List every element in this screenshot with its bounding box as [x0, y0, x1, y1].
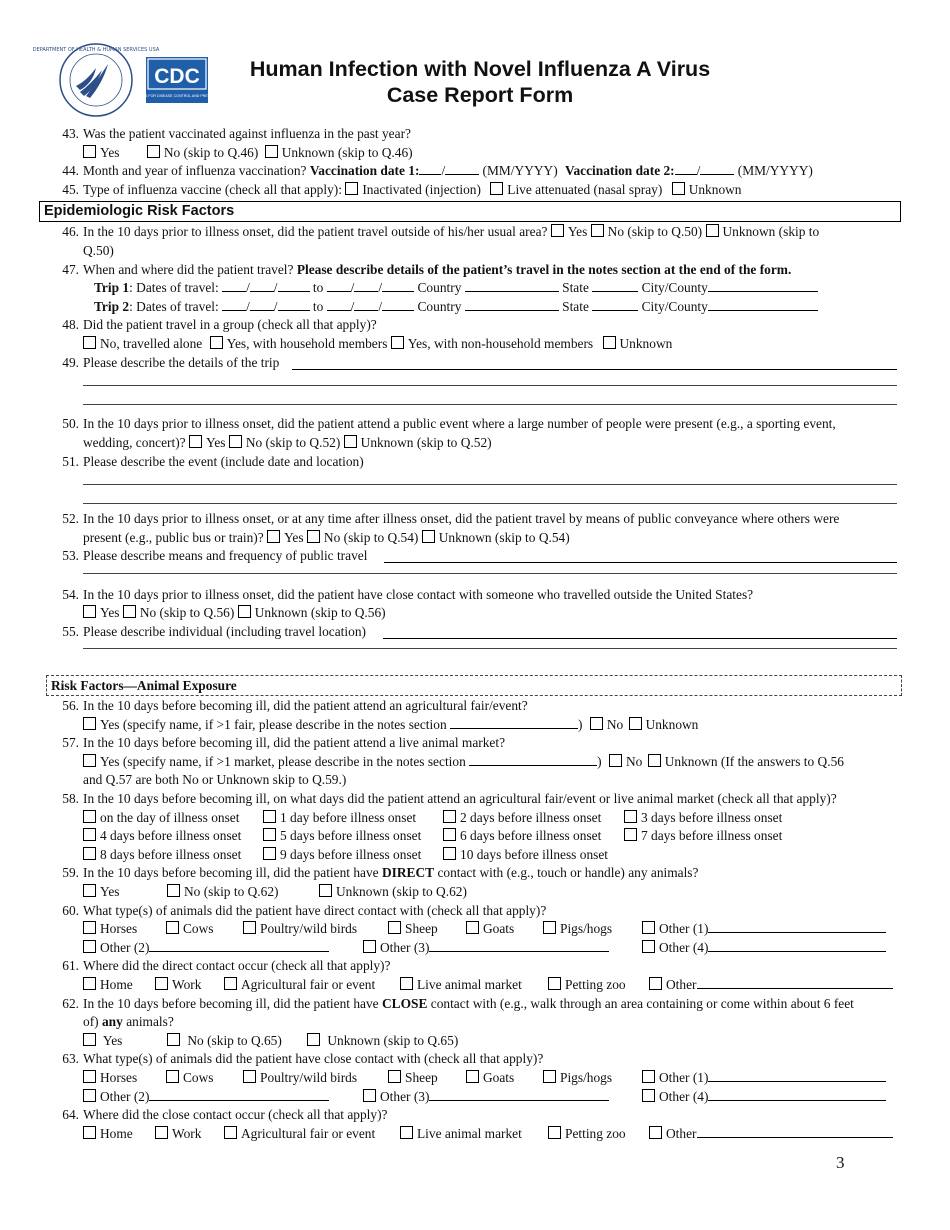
q48-alone-checkbox[interactable] — [83, 336, 96, 349]
q58-day2-checkbox[interactable] — [443, 810, 456, 823]
q52-yes-checkbox[interactable] — [267, 530, 280, 543]
section-animal-exposure: Risk Factors—Animal Exposure — [46, 675, 902, 696]
title-line-1: Human Infection with Novel Influenza A Virus — [249, 57, 711, 81]
q49-answer-line-3[interactable] — [83, 404, 897, 405]
q58-day9-checkbox[interactable] — [263, 847, 276, 860]
q61-home-checkbox[interactable] — [83, 977, 96, 990]
q61-market-checkbox[interactable] — [400, 977, 413, 990]
q63-other2-checkbox[interactable] — [83, 1089, 96, 1102]
trip1-end-month[interactable] — [327, 280, 351, 292]
trip1-country-field[interactable] — [465, 280, 559, 292]
q59-unknown-checkbox[interactable] — [319, 884, 332, 897]
q53-answer-line-2[interactable] — [83, 573, 897, 574]
vacc-date-1-month[interactable] — [419, 163, 441, 175]
q58-day4-checkbox[interactable] — [83, 828, 96, 841]
q62-unknown-checkbox[interactable] — [307, 1033, 320, 1046]
trip2-city-field[interactable] — [708, 299, 818, 311]
q60-sheep-checkbox[interactable] — [388, 921, 401, 934]
q58-day6-checkbox[interactable] — [443, 828, 456, 841]
q58-day10-checkbox[interactable] — [443, 847, 456, 860]
trip2-start-month[interactable] — [222, 299, 246, 311]
q60-other3-checkbox[interactable] — [363, 940, 376, 953]
q45-live-attenuated-checkbox[interactable] — [490, 182, 503, 195]
q45-unknown-checkbox[interactable] — [672, 182, 685, 195]
q51-answer-line-1[interactable] — [83, 484, 897, 485]
q63-poultry-checkbox[interactable] — [243, 1070, 256, 1083]
q43-yes-checkbox[interactable] — [83, 145, 96, 158]
q58-day3-checkbox[interactable] — [624, 810, 637, 823]
q58-day0-checkbox[interactable] — [83, 810, 96, 823]
trip2-end-month[interactable] — [327, 299, 351, 311]
question-64: 64. Where did the close contact occur (check all that apply)? — [62, 1107, 388, 1123]
question-47: 47. When and where did the patient travel? Please describe details of the patient’s travel in the notes section at the end of the form. — [62, 261, 792, 277]
q57-market-name-field[interactable] — [469, 754, 597, 766]
q53-answer-line-1[interactable] — [384, 551, 897, 563]
question-60: 60. What type(s) of animals did the patient have direct contact with (check all that apply)? — [62, 902, 547, 918]
question-52: 52. In the 10 days prior to illness onset, or at any time after illness onset, did the patient travel by means of public conveyance where others were — [62, 511, 840, 527]
q43-unknown-checkbox[interactable] — [265, 145, 278, 158]
question-58: 58. In the 10 days before becoming ill, on what days did the patient attend an agricultural fair/event or live animal market (check all that apply)? — [62, 791, 837, 806]
section-epidemiologic-risk-factors: Epidemiologic Risk Factors — [39, 201, 901, 222]
q60-other3-field[interactable] — [429, 940, 609, 952]
q60-other4-field[interactable] — [708, 940, 886, 952]
q64-other-field[interactable] — [697, 1126, 893, 1138]
trip2-country-field[interactable] — [465, 299, 559, 311]
trip1-start-month[interactable] — [222, 280, 246, 292]
q63-other4-checkbox[interactable] — [642, 1089, 655, 1102]
q51-answer-line-2[interactable] — [83, 503, 897, 504]
question-56: 56. In the 10 days before becoming ill, did the patient attend an agricultural fair/event? — [62, 698, 528, 714]
q52-unknown-checkbox[interactable] — [422, 530, 435, 543]
question-43: 43. Was the patient vaccinated against influenza in the past year? — [62, 126, 411, 141]
q57-yes-checkbox[interactable] — [83, 754, 96, 767]
hhs-seal-logo — [32, 42, 160, 118]
q52-no-checkbox[interactable] — [307, 530, 320, 543]
q61-fair-checkbox[interactable] — [224, 977, 237, 990]
trip1-end-day[interactable] — [354, 280, 378, 292]
q49-answer-line-1[interactable] — [292, 358, 897, 370]
q61-work-checkbox[interactable] — [155, 977, 168, 990]
q61-other-field[interactable] — [697, 977, 893, 989]
vacc-date-1-year[interactable] — [445, 163, 479, 175]
trip1-end-year[interactable] — [382, 280, 414, 292]
question-51: 51. Please describe the event (include date and location) — [62, 453, 364, 469]
q63-sheep-checkbox[interactable] — [388, 1070, 401, 1083]
q45-inactivated-checkbox[interactable] — [345, 182, 358, 195]
q64-market-checkbox[interactable] — [400, 1126, 413, 1139]
q64-other-checkbox[interactable] — [649, 1126, 662, 1139]
q60-other1-checkbox[interactable] — [642, 921, 655, 934]
q58-day8-checkbox[interactable] — [83, 847, 96, 860]
trip2-state-field[interactable] — [592, 299, 638, 311]
question-53: 53. Please describe means and frequency of public travel — [52, 547, 897, 566]
q56-unknown-checkbox[interactable] — [629, 717, 642, 730]
vacc-date-2-year[interactable] — [700, 163, 734, 175]
question-45: 45. Type of influenza vaccine (check all that apply): Inactivated (injection) Live attenuated (nasal spray) Unknown — [62, 181, 742, 197]
q64-fair-checkbox[interactable] — [224, 1126, 237, 1139]
q46-no-checkbox[interactable] — [591, 224, 604, 237]
question-54: 54. In the 10 days prior to illness onset, did the patient have close contact with someone who travelled outside the United States? — [62, 586, 754, 602]
q56-no-checkbox[interactable] — [590, 717, 603, 730]
trip-2-row: Trip 2: Dates of travel: / / to / / Country State City/County — [52, 298, 897, 317]
question-63: 63. What type(s) of animals did the patient have close contact with (check all that apply)? — [62, 1051, 544, 1067]
hhs-seal-text: DEPARTMENT OF HEALTH & HUMAN SERVICES USA — [32, 47, 160, 53]
q59-yes-checkbox[interactable] — [83, 884, 96, 897]
trip1-start-day[interactable] — [250, 280, 274, 292]
q64-home-checkbox[interactable] — [83, 1126, 96, 1139]
q60-goats-checkbox[interactable] — [466, 921, 479, 934]
q48-household-checkbox[interactable] — [210, 336, 223, 349]
question-46: 46. In the 10 days prior to illness onset, did the patient travel outside of his/her usual area? Yes No (skip to Q.50) Unknown (skip to — [62, 224, 820, 240]
q56-fair-name-field[interactable] — [450, 717, 578, 729]
title-line-2: Case Report Form — [386, 83, 574, 107]
question-49: 49. Please describe the details of the trip — [52, 354, 897, 373]
q55-answer-line-2[interactable] — [83, 648, 897, 649]
q62-yes-checkbox[interactable] — [83, 1033, 96, 1046]
q63-other4-field[interactable] — [708, 1089, 886, 1101]
q60-cows-checkbox[interactable] — [166, 921, 179, 934]
cdc-logo — [130, 57, 224, 103]
q55-answer-line-1[interactable] — [383, 627, 897, 639]
q57-no-checkbox[interactable] — [609, 754, 622, 767]
q60-poultry-checkbox[interactable] — [243, 921, 256, 934]
q61-zoo-checkbox[interactable] — [548, 977, 561, 990]
q63-goats-checkbox[interactable] — [466, 1070, 479, 1083]
form-title — [225, 56, 735, 108]
q48-unknown-checkbox[interactable] — [603, 336, 616, 349]
trip1-city-field[interactable] — [708, 280, 818, 292]
q58-day1-checkbox[interactable] — [263, 810, 276, 823]
q57-unknown-checkbox[interactable] — [648, 754, 661, 767]
cdc-logo-text: CDC — [154, 65, 200, 88]
question-44: 44. Month and year of influenza vaccination? Vaccination date 1: / (MM/YYYY) Vaccination date 2: / (MM/YYYY) — [62, 163, 813, 179]
q46-yes-checkbox[interactable] — [551, 224, 564, 237]
q43-no-checkbox[interactable] — [147, 145, 160, 158]
q63-other2-field[interactable] — [149, 1089, 329, 1101]
form-body: 43. Was the patient vaccinated against influenza in the past year? Yes No (skip to Q.46) Unknown (skip to Q.46) 44. Month and year of influenza vaccination? Vaccination date 1: / (MM/YYYY) Vaccination date 2: / (MM/YYYY) 45. Type of influenza vaccine (check all that apply): Inactivated (injection) Live attenuated (nasal spray) Unknown Epidemiologic Risk Factors 46. In the 10 days prior to illness onset, did the patient travel outside of his/her usual area? Yes No (skip to Q.50) Unknown (skip to Q.50) 47. When and where did the patient travel? Please describe details of the patient’s travel in the notes section at the end of the form. Trip 1: Dates of travel: / / to / / Country State City/County Trip 2: Dates of travel: / / to / / Country State City/County 48. Did the patient travel in a group (check all that apply)? No, travelled alone Yes, with household members Yes, with non-household members Unknown 49. Please describe the details of the trip 50. In the 10 days prior to illness onset, did the patient attend a public event where a large number of people were present (e.g., a sporting event, wedding, concert)? Yes No (skip to Q.52) Unknown (skip to Q.52) 51. Please describe the event (include date and location) 52. In the 10 days prior to illness onset, or at any time after illness onset, did the patient travel by means of public conveyance where others were present (e.g., public bus or train)? Yes No (skip to Q.54) Unknown (skip to Q.54) 53. Please describe means and frequency of public travel 54. In the 10 days prior to illness onset, did the patient have close contact with someone who travelled outside the United States? Yes No (skip to Q.56) Unknown (skip to Q.56) 55. Please describe individual (including travel location) Risk Factors—Animal Exposure 56. In the 10 days before becoming ill, did the patient attend an agricultural fair/event? Yes (specify name, if >1 fair, please describe in the notes section ) No Unknown 57. In the 10 days before becoming ill, did the patient attend a live animal market? Yes (specify name, if >1 market, please describe in the notes section ) No Unknown (If the answers to Q.56 and Q.57 are both No or Unknown skip to Q.59.) 58. In the 10 days before becoming ill, on what days did the patient attend an agricultural fair/event or live animal market (check all that apply)? on the day of illness onset 1 day before illness onset 2 days before illness onset 3 days before illness onset 4 days before illness onset 5 days before illness onset 6 days before illness onset 7 days before illness onset 8 days before illness onset 9 days before illness onset 10 days before illness onset 59. In the 10 days before becoming ill, did the patient have DIRECT contact with (e.g., touch or handle) any animals? Yes No (skip to Q.62) Unknown (skip to Q.62) 60. What type(s) of animals did the patient have direct contact with (check all that apply)? Horses Cows Poultry/wild birds Sheep Goats Pigs/hogs Other (1) Other (2) Other (3) Other (4) 61. Where did the direct contact occur (check all that apply)? Home Work Agricultural fair or event Live animal market Petting zoo Other 62. In the 10 days before becoming ill, did the patient have CLOSE contact with (e.g., walk through an area containing or come within about 6 feet of) any animals? Yes No (skip to Q.65) Unknown (skip to Q.65) 63. What type(s) of animals did the patient have close contact with (check all that apply)? Horses Cows Poultry/wild birds Sheep Goats Pigs/hogs Other (1) Other (2) Other (3) Other (4) 64. Where did the close contact occur (check all that apply)? Home Work Agricultural fair or event Live animal market Petting zoo Other — [52, 125, 897, 1143]
question-61: 61. Where did the direct contact occur (check all that apply)? — [62, 958, 391, 974]
trip2-start-day[interactable] — [250, 299, 274, 311]
vacc-date-2-month[interactable] — [675, 163, 697, 175]
q60-other2-checkbox[interactable] — [83, 940, 96, 953]
q60-other2-field[interactable] — [149, 940, 329, 952]
q58-day5-checkbox[interactable] — [263, 828, 276, 841]
q46-unknown-checkbox[interactable] — [706, 224, 719, 237]
question-59: 59. In the 10 days before becoming ill, did the patient have DIRECT contact with (e.g., touch or handle) any animals? — [62, 865, 699, 881]
q60-horses-checkbox[interactable] — [83, 921, 96, 934]
q63-pigs-checkbox[interactable] — [543, 1070, 556, 1083]
q48-non-household-checkbox[interactable] — [391, 336, 404, 349]
q63-cows-checkbox[interactable] — [166, 1070, 179, 1083]
q60-other4-checkbox[interactable] — [642, 940, 655, 953]
q50-unknown-checkbox[interactable] — [344, 435, 357, 448]
q64-zoo-checkbox[interactable] — [548, 1126, 561, 1139]
q54-no-checkbox[interactable] — [123, 605, 136, 618]
q64-work-checkbox[interactable] — [155, 1126, 168, 1139]
trip-1-row: Trip 1: Dates of travel: / / to / / Country State City/County — [52, 279, 897, 298]
q56-yes-checkbox[interactable] — [83, 717, 96, 730]
q58-day7-checkbox[interactable] — [624, 828, 637, 841]
trip2-start-year[interactable] — [278, 299, 310, 311]
q54-unknown-checkbox[interactable] — [238, 605, 251, 618]
q63-other1-checkbox[interactable] — [642, 1070, 655, 1083]
q61-other-checkbox[interactable] — [649, 977, 662, 990]
trip1-state-field[interactable] — [592, 280, 638, 292]
trip1-start-year[interactable] — [278, 280, 310, 292]
q63-other3-field[interactable] — [429, 1089, 609, 1101]
q60-other1-field[interactable] — [708, 921, 886, 933]
q60-pigs-checkbox[interactable] — [543, 921, 556, 934]
question-62: 62. In the 10 days before becoming ill, did the patient have CLOSE contact with (e.g., walk through an area containing or come within about 6 feet — [62, 995, 854, 1011]
question-48: 48. Did the patient travel in a group (check all that apply)? — [62, 317, 377, 333]
cdc-tagline: CENTERS FOR DISEASE CONTROL AND PREVENTION — [130, 94, 224, 98]
q59-no-checkbox[interactable] — [167, 884, 180, 897]
q63-other1-field[interactable] — [708, 1070, 886, 1082]
page-number: 3 — [836, 1153, 845, 1172]
q62-no-checkbox[interactable] — [167, 1033, 180, 1046]
q49-answer-line-2[interactable] — [83, 385, 897, 386]
form-header — [0, 0, 950, 125]
question-55: 55. Please describe individual (including travel location) — [52, 623, 897, 642]
q63-other3-checkbox[interactable] — [363, 1089, 376, 1102]
q54-yes-checkbox[interactable] — [83, 605, 96, 618]
q50-no-checkbox[interactable] — [229, 435, 242, 448]
trip2-end-day[interactable] — [354, 299, 378, 311]
q63-horses-checkbox[interactable] — [83, 1070, 96, 1083]
q50-yes-checkbox[interactable] — [189, 435, 202, 448]
trip2-end-year[interactable] — [382, 299, 414, 311]
question-57: 57. In the 10 days before becoming ill, did the patient attend a live animal market? — [62, 735, 506, 751]
question-50: 50. In the 10 days prior to illness onset, did the patient attend a public event where a large number of people were present (e.g., a sporting event, — [62, 416, 836, 432]
